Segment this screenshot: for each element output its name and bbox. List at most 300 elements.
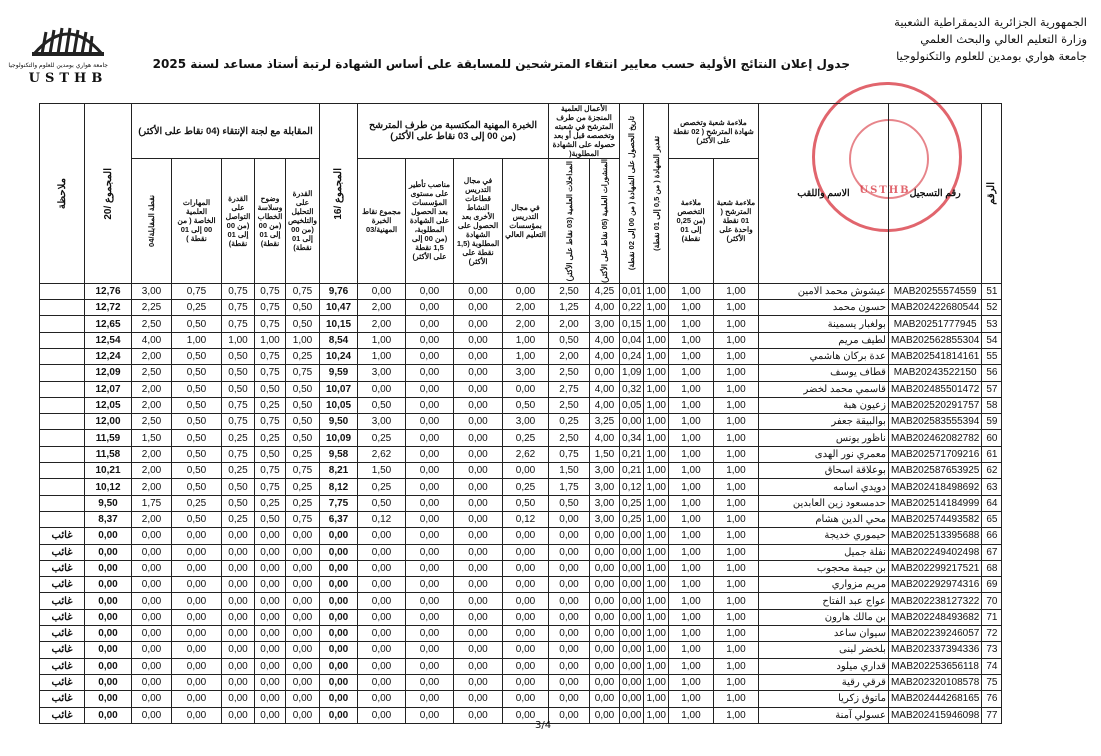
- cell-c5: 4,00: [590, 430, 620, 446]
- cell-name: مريم مزواري: [758, 577, 888, 593]
- cell-c13: 0,50: [255, 381, 286, 397]
- cell-c4: 0,00: [620, 626, 644, 642]
- cell-c8: 0,00: [454, 511, 503, 527]
- cell-c4: 0,12: [620, 479, 644, 495]
- cell-rank: 77: [982, 707, 1002, 723]
- cell-c7: 0,00: [503, 642, 549, 658]
- cell-rank: 75: [982, 674, 1002, 690]
- cell-c15: 0,00: [172, 626, 222, 642]
- cell-name: عواج عبد الفتاح: [758, 593, 888, 609]
- col-int-analysis-header: القدرة على التحليل والتلخيص (من 00 إلى 01 نقطة): [286, 159, 320, 284]
- cell-c3: 1,00: [644, 381, 668, 397]
- col-interview-group-header: المقابلة مع لجنة الإنتقاء (04 نقاط على الأكثر): [132, 104, 320, 159]
- cell-c10: 3,00: [358, 414, 406, 430]
- cell-c11: 8,54: [320, 332, 358, 348]
- cell-c3: 1,00: [644, 658, 668, 674]
- cell-c6: 0,00: [549, 593, 590, 609]
- cell-c9: 0,00: [406, 430, 454, 446]
- cell-c2: 1,00: [668, 593, 713, 609]
- cell-c7: 2,00: [503, 316, 549, 332]
- cell-c9: 0,00: [406, 577, 454, 593]
- cell-c12: 0,00: [286, 658, 320, 674]
- col-exp-higher-header: في مجال التدريس بمؤسسات التعليم العالي: [503, 159, 549, 284]
- cell-c8: 0,00: [454, 691, 503, 707]
- cell-c14: 0,75: [222, 397, 255, 413]
- cell-name: قاسمي محمد لخضر: [758, 381, 888, 397]
- cell-c15: 0,50: [172, 463, 222, 479]
- table-row: [40, 332, 1002, 348]
- cell-c11: 7,75: [320, 495, 358, 511]
- cell-c6: 0,25: [549, 414, 590, 430]
- cell-rank: 58: [982, 397, 1002, 413]
- cell-c7: 1,00: [503, 349, 549, 365]
- header-line-2: وزارة التعليم العالي والبحث العلمي: [920, 32, 1087, 46]
- cell-c10: 0,25: [358, 430, 406, 446]
- cell-c6: 1,50: [549, 463, 590, 479]
- cell-rank: 55: [982, 349, 1002, 365]
- cell-c4: 1,09: [620, 365, 644, 381]
- cell-c8: 0,00: [454, 300, 503, 316]
- cell-c13: 1,00: [255, 332, 286, 348]
- cell-c7: 0,00: [503, 674, 549, 690]
- cell-c15: 0,50: [172, 414, 222, 430]
- cell-name: بن جيمة محجوب: [758, 560, 888, 576]
- table-row: [40, 446, 1002, 462]
- cell-c14: 0,75: [222, 283, 255, 299]
- col-publications-header: المنشورات العلمية (05 نقاط على الأكثر): [590, 159, 620, 284]
- cell-c5: 3,00: [590, 463, 620, 479]
- cell-c7: 0,00: [503, 283, 549, 299]
- cell-c5: 4,00: [590, 300, 620, 316]
- cell-c10: 0,00: [358, 560, 406, 576]
- cell-c17: 0,00: [85, 560, 132, 576]
- cell-c2: 1,00: [668, 300, 713, 316]
- cell-c9: 0,00: [406, 593, 454, 609]
- cell-c12: 0,00: [286, 560, 320, 576]
- col-int-clarity-header: وضوح وسلاسة الخطاب (من 00 إلى 01 نقطة): [255, 159, 286, 284]
- cell-c9: 0,00: [406, 707, 454, 723]
- cell-c1: 1,00: [713, 626, 758, 642]
- cell-c15: 0,50: [172, 446, 222, 462]
- cell-c15: 0,00: [172, 658, 222, 674]
- cell-c3: 1,00: [644, 577, 668, 593]
- cell-c17: 0,00: [85, 577, 132, 593]
- table-row: [40, 414, 1002, 430]
- cell-c2: 1,00: [668, 414, 713, 430]
- cell-c6: 0,75: [549, 446, 590, 462]
- cell-c7: 0,00: [503, 463, 549, 479]
- cell-c5: 4,00: [590, 349, 620, 365]
- cell-name: بن مالك هارون: [758, 609, 888, 625]
- cell-c2: 1,00: [668, 658, 713, 674]
- cell-c11: 0,00: [320, 560, 358, 576]
- cell-c15: 0,50: [172, 381, 222, 397]
- cell-c15: 0,50: [172, 397, 222, 413]
- cell-c9: 0,00: [406, 414, 454, 430]
- cell-note: غائب: [40, 691, 85, 707]
- cell-c3: 1,00: [644, 463, 668, 479]
- cell-name: حسون محمد: [758, 300, 888, 316]
- table-row: [40, 658, 1002, 674]
- cell-c16: 4,00: [132, 332, 172, 348]
- cell-c16: 2,00: [132, 381, 172, 397]
- cell-c17: 0,00: [85, 528, 132, 544]
- cell-c6: 2,50: [549, 365, 590, 381]
- cell-c11: 6,37: [320, 511, 358, 527]
- cell-c16: 0,00: [132, 658, 172, 674]
- cell-c1: 1,00: [713, 560, 758, 576]
- cell-c5: 1,50: [590, 446, 620, 462]
- cell-c17: 12,76: [85, 283, 132, 299]
- cell-c10: 0,50: [358, 495, 406, 511]
- cell-c1: 1,00: [713, 658, 758, 674]
- cell-rank: 68: [982, 560, 1002, 576]
- cell-c16: 1,75: [132, 495, 172, 511]
- cell-c8: 0,00: [454, 365, 503, 381]
- cell-c12: 0,00: [286, 593, 320, 609]
- cell-c7: 0,00: [503, 381, 549, 397]
- cell-c11: 0,00: [320, 674, 358, 690]
- cell-c17: 12,72: [85, 300, 132, 316]
- cell-c8: 0,00: [454, 349, 503, 365]
- cell-c3: 1,00: [644, 609, 668, 625]
- cell-c6: 0,00: [549, 544, 590, 560]
- cell-name: قطاف يوسف: [758, 365, 888, 381]
- cell-reg: MAB202514184999: [888, 495, 981, 511]
- table-row: [40, 528, 1002, 544]
- cell-note: [40, 365, 85, 381]
- cell-c9: 0,00: [406, 691, 454, 707]
- cell-c10: 0,00: [358, 283, 406, 299]
- cell-c10: 0,00: [358, 577, 406, 593]
- cell-c17: 0,00: [85, 642, 132, 658]
- cell-c12: 0,25: [286, 349, 320, 365]
- cell-c15: 0,50: [172, 365, 222, 381]
- cell-note: [40, 300, 85, 316]
- cell-c15: 0,00: [172, 528, 222, 544]
- cell-name: بوعلاقة اسحاق: [758, 463, 888, 479]
- cell-c8: 0,00: [454, 609, 503, 625]
- cell-c5: 0,00: [590, 609, 620, 625]
- cell-c6: 0,00: [549, 609, 590, 625]
- cell-c1: 1,00: [713, 511, 758, 527]
- cell-note: غائب: [40, 609, 85, 625]
- cell-c14: 0,50: [222, 381, 255, 397]
- cell-c11: 0,00: [320, 691, 358, 707]
- cell-c17: 11,59: [85, 430, 132, 446]
- cell-name: معمري نور الهدى: [758, 446, 888, 462]
- cell-reg: MAB202292974316: [888, 577, 981, 593]
- cell-c2: 1,00: [668, 365, 713, 381]
- cell-c2: 1,00: [668, 316, 713, 332]
- cell-rank: 71: [982, 609, 1002, 625]
- cell-c13: 0,00: [255, 544, 286, 560]
- cell-c6: 1,75: [549, 479, 590, 495]
- cell-reg: MAB202320108578: [888, 674, 981, 690]
- cell-rank: 76: [982, 691, 1002, 707]
- cell-c14: 0,00: [222, 609, 255, 625]
- cell-c10: 2,00: [358, 316, 406, 332]
- cell-name: حيموري خديجة: [758, 528, 888, 544]
- cell-name: قداري ميلود: [758, 658, 888, 674]
- cell-c2: 1,00: [668, 479, 713, 495]
- cell-c10: 2,00: [358, 300, 406, 316]
- cell-c17: 0,00: [85, 609, 132, 625]
- cell-rank: 74: [982, 658, 1002, 674]
- cell-c1: 1,00: [713, 495, 758, 511]
- cell-c16: 0,00: [132, 642, 172, 658]
- cell-c14: 0,75: [222, 300, 255, 316]
- cell-c16: 2,50: [132, 365, 172, 381]
- cell-c6: 0,00: [549, 528, 590, 544]
- cell-reg: MAB202571709216: [888, 446, 981, 462]
- cell-c13: 0,00: [255, 658, 286, 674]
- cell-reg: MAB20243522150: [888, 365, 981, 381]
- cell-c1: 1,00: [713, 332, 758, 348]
- col-exp-group-header: الخبرة المهنية المكتسبة من طرف المترشح (من 00 إلى 03 نقاط على الأكثر): [358, 104, 549, 159]
- cell-rank: 73: [982, 642, 1002, 658]
- cell-c17: 0,00: [85, 674, 132, 690]
- cell-c13: 0,25: [255, 495, 286, 511]
- cell-c17: 12,65: [85, 316, 132, 332]
- cell-c16: 0,00: [132, 691, 172, 707]
- cell-c3: 1,00: [644, 560, 668, 576]
- cell-c3: 1,00: [644, 707, 668, 723]
- cell-rank: 70: [982, 593, 1002, 609]
- cell-c14: 0,00: [222, 642, 255, 658]
- cell-c10: 3,00: [358, 365, 406, 381]
- cell-c2: 1,00: [668, 609, 713, 625]
- cell-c12: 0,00: [286, 707, 320, 723]
- cell-c4: 0,32: [620, 381, 644, 397]
- cell-c4: 0,34: [620, 430, 644, 446]
- cell-c10: 2,62: [358, 446, 406, 462]
- cell-c3: 1,00: [644, 674, 668, 690]
- cell-c16: 3,00: [132, 283, 172, 299]
- col-degree-est-header: تقدير الشهادة ( من 0,5 إلى 01 نقطة): [644, 104, 668, 284]
- cell-c4: 0,00: [620, 707, 644, 723]
- cell-c11: 0,00: [320, 626, 358, 642]
- table-row: [40, 642, 1002, 658]
- cell-c6: 0,00: [549, 658, 590, 674]
- cell-c5: 3,25: [590, 414, 620, 430]
- cell-c13: 0,75: [255, 479, 286, 495]
- cell-c6: 0,50: [549, 495, 590, 511]
- cell-c7: 0,00: [503, 528, 549, 544]
- cell-c2: 1,00: [668, 560, 713, 576]
- table-row: [40, 609, 1002, 625]
- cell-c15: 0,50: [172, 430, 222, 446]
- cell-c11: 0,00: [320, 528, 358, 544]
- cell-c4: 0,05: [620, 397, 644, 413]
- cell-c5: 4,25: [590, 283, 620, 299]
- cell-c5: 0,00: [590, 626, 620, 642]
- cell-c17: 12,05: [85, 397, 132, 413]
- col-int-skills-header: المهارات العلمية الخاصة ( من 00 إلى 01 نقطة ): [172, 159, 222, 284]
- cell-c10: 0,50: [358, 397, 406, 413]
- cell-rank: 56: [982, 365, 1002, 381]
- cell-c1: 1,00: [713, 397, 758, 413]
- cell-c17: 0,00: [85, 691, 132, 707]
- cell-reg: MAB202513395688: [888, 528, 981, 544]
- cell-c13: 0,75: [255, 349, 286, 365]
- cell-c17: 12,09: [85, 365, 132, 381]
- cell-c3: 1,00: [644, 300, 668, 316]
- cell-c14: 0,25: [222, 430, 255, 446]
- cell-c7: 0,00: [503, 626, 549, 642]
- cell-c7: 3,00: [503, 414, 549, 430]
- cell-name: بولغبار يسمينة: [758, 316, 888, 332]
- table-row: [40, 316, 1002, 332]
- cell-rank: 52: [982, 300, 1002, 316]
- cell-reg: MAB202485501472: [888, 381, 981, 397]
- cell-c11: 10,15: [320, 316, 358, 332]
- cell-note: غائب: [40, 544, 85, 560]
- cell-c11: 10,47: [320, 300, 358, 316]
- cell-c11: 8,21: [320, 463, 358, 479]
- cell-c10: 1,00: [358, 332, 406, 348]
- cell-c9: 0,00: [406, 381, 454, 397]
- cell-c13: 0,75: [255, 283, 286, 299]
- cell-reg: MAB202238127322: [888, 593, 981, 609]
- cell-c9: 0,00: [406, 495, 454, 511]
- cell-name: قرقي رقية: [758, 674, 888, 690]
- cell-c5: 0,00: [590, 691, 620, 707]
- cell-c1: 1,00: [713, 593, 758, 609]
- cell-reg: MAB202444268165: [888, 691, 981, 707]
- cell-c1: 1,00: [713, 544, 758, 560]
- cell-c4: 0,00: [620, 642, 644, 658]
- cell-note: [40, 316, 85, 332]
- cell-c7: 0,50: [503, 397, 549, 413]
- cell-c7: 0,00: [503, 609, 549, 625]
- cell-c8: 0,00: [454, 332, 503, 348]
- cell-c9: 0,00: [406, 283, 454, 299]
- cell-c11: 9,59: [320, 365, 358, 381]
- cell-name: عدة بركان هاشمي: [758, 349, 888, 365]
- col-total16-header: المجموع /16: [320, 104, 358, 284]
- cell-rank: 57: [982, 381, 1002, 397]
- header-line-3: جامعة هواري بومدين للعلوم والتكنولوجيا: [896, 49, 1087, 63]
- cell-name: نفلة جميل: [758, 544, 888, 560]
- cell-c14: 0,50: [222, 365, 255, 381]
- cell-note: غائب: [40, 560, 85, 576]
- cell-c13: 0,00: [255, 691, 286, 707]
- cell-reg: MAB202248493682: [888, 609, 981, 625]
- cell-c10: 0,00: [358, 528, 406, 544]
- cell-c8: 0,00: [454, 674, 503, 690]
- cell-name: ناظور يونس: [758, 430, 888, 446]
- cell-c1: 1,00: [713, 365, 758, 381]
- cell-c15: 0,00: [172, 544, 222, 560]
- cell-c16: 0,00: [132, 707, 172, 723]
- cell-c1: 1,00: [713, 316, 758, 332]
- cell-c8: 0,00: [454, 593, 503, 609]
- cell-note: غائب: [40, 626, 85, 642]
- university-logo: [8, 20, 108, 92]
- cell-c3: 1,00: [644, 495, 668, 511]
- cell-c14: 0,00: [222, 544, 255, 560]
- cell-c10: 0,25: [358, 479, 406, 495]
- cell-note: [40, 397, 85, 413]
- cell-c8: 0,00: [454, 528, 503, 544]
- cell-name: دويدي اسامه: [758, 479, 888, 495]
- cell-c12: 0,50: [286, 414, 320, 430]
- cell-c10: 0,00: [358, 544, 406, 560]
- cell-c14: 0,00: [222, 691, 255, 707]
- cell-c15: 0,00: [172, 707, 222, 723]
- cell-name: بلخضر لبنى: [758, 642, 888, 658]
- cell-c3: 1,00: [644, 316, 668, 332]
- cell-c15: 0,50: [172, 511, 222, 527]
- cell-c12: 1,00: [286, 332, 320, 348]
- cell-c2: 1,00: [668, 495, 713, 511]
- cell-c16: 0,00: [132, 609, 172, 625]
- cell-c9: 0,00: [406, 463, 454, 479]
- cell-rank: 69: [982, 577, 1002, 593]
- cell-c8: 0,00: [454, 316, 503, 332]
- cell-c16: 0,00: [132, 593, 172, 609]
- cell-c7: 0,25: [503, 430, 549, 446]
- cell-c15: 0,75: [172, 283, 222, 299]
- cell-c6: 0,00: [549, 642, 590, 658]
- col-fit-branch-header: ملاءمة شعبة المترشح ( 01 نقطة واحدة على الأكثر): [713, 159, 758, 284]
- cell-c17: 0,00: [85, 626, 132, 642]
- cell-c2: 1,00: [668, 349, 713, 365]
- cell-c7: 0,50: [503, 495, 549, 511]
- cell-note: غائب: [40, 658, 85, 674]
- cell-c6: 0,00: [549, 626, 590, 642]
- table-row: [40, 430, 1002, 446]
- cell-c12: 0,50: [286, 430, 320, 446]
- cell-c13: 0,25: [255, 430, 286, 446]
- cell-c3: 1,00: [644, 446, 668, 462]
- cell-c2: 1,00: [668, 691, 713, 707]
- cell-c8: 0,00: [454, 381, 503, 397]
- cell-c12: 0,75: [286, 463, 320, 479]
- cell-c12: 0,00: [286, 577, 320, 593]
- cell-c16: 0,00: [132, 577, 172, 593]
- cell-reg: MAB202299217521: [888, 560, 981, 576]
- cell-c5: 0,00: [590, 674, 620, 690]
- cell-c5: 4,00: [590, 397, 620, 413]
- cell-c2: 1,00: [668, 397, 713, 413]
- cell-c5: 0,00: [590, 642, 620, 658]
- cell-c5: 0,00: [590, 593, 620, 609]
- cell-c8: 0,00: [454, 414, 503, 430]
- table-row: [40, 463, 1002, 479]
- cell-name: ماتوق زكريا: [758, 691, 888, 707]
- cell-c9: 0,00: [406, 332, 454, 348]
- cell-c2: 1,00: [668, 332, 713, 348]
- cell-c3: 1,00: [644, 332, 668, 348]
- cell-c15: 0,50: [172, 349, 222, 365]
- cell-c7: 3,00: [503, 365, 549, 381]
- document-header: [894, 14, 1087, 65]
- table-row: [40, 511, 1002, 527]
- cell-c14: 0,25: [222, 511, 255, 527]
- cell-note: [40, 495, 85, 511]
- cell-reg: MAB202337394336: [888, 642, 981, 658]
- cell-c2: 1,00: [668, 642, 713, 658]
- col-int-total-header: نقطة المقابلة/04: [132, 159, 172, 284]
- cell-c1: 1,00: [713, 577, 758, 593]
- arches-icon: [32, 22, 104, 56]
- cell-c14: 0,00: [222, 528, 255, 544]
- table-row: [40, 479, 1002, 495]
- cell-c8: 0,00: [454, 397, 503, 413]
- cell-c6: 2,00: [549, 316, 590, 332]
